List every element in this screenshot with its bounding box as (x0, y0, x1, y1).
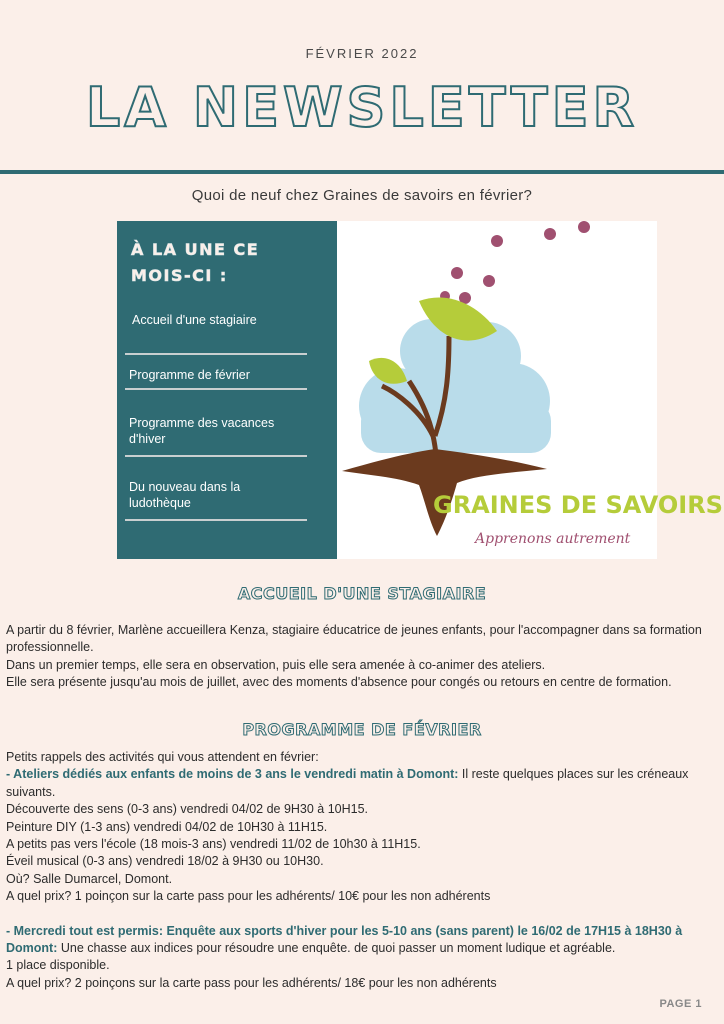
paragraph: Elle sera présente jusqu'au mois de juillet, avec des moments d'absence pour congés ou retours en centre de formation. (6, 675, 672, 690)
sidebar-divider (125, 388, 307, 390)
sidebar-item-programme-fevrier[interactable]: Programme de février (129, 368, 250, 382)
sidebar-item-ludotheque[interactable]: Du nouveau dans la ludothèque (129, 480, 241, 510)
feature-block (117, 221, 723, 559)
newsletter-date: FÉVRIER 2022 (305, 46, 419, 61)
sidebar-item-accueil[interactable]: Accueil d'une stagiaire (132, 313, 257, 327)
paragraph: A partir du 8 février, Marlène accueillera Kenza, stagiaire éducatrice de jeunes enfants, pour l'accompagner dans sa formation professionnelle. (6, 623, 702, 655)
spacer (6, 906, 706, 923)
activity-mercredi (6, 923, 706, 958)
section-programme-body (6, 749, 706, 992)
sidebar-heading (131, 237, 321, 289)
logo-tagline: Apprenons autrement (475, 531, 631, 547)
list-line: 1 place disponible. (6, 958, 110, 973)
list-line: Découverte des sens (0-3 ans) vendredi 04/02 de 9H30 à 10H15. (6, 802, 369, 817)
cloud-shape (359, 319, 551, 453)
activity-mercredi-heading: - Mercredi tout est permis: Enquête aux sports d'hiver pour les 5-10 ans (sans parent) le 16/02 de 17H15 à 18H30 à Domont: (6, 923, 683, 956)
activity-ateliers-text: Il reste quelques places sur les créneaux suivants. (6, 767, 689, 799)
sidebar-divider (125, 519, 307, 521)
sidebar-divider (125, 455, 307, 457)
list-line: A quel prix? 2 poinçons sur la carte pass pour les adhérents/ 18€ pour les non adhérents (6, 975, 497, 990)
paragraph: Dans un premier temps, elle sera en observation, puis elle sera amenée à co-animer des ateliers. (6, 657, 546, 672)
section-title-accueil: ACCUEIL D'UNE STAGIAIRE (237, 584, 487, 603)
section-title-programme: PROGRAMME DE FÉVRIER (242, 720, 482, 739)
sidebar-heading-line1: À LA UNE CE (131, 240, 260, 259)
graines-de-savoirs-logo (337, 221, 723, 559)
list-line: A petits pas vers l'école (18 mois-3 ans) vendredi 11/02 de 10h30 à 11H15. (6, 837, 421, 852)
list-line: Peinture DIY (1-3 ans) vendredi 04/02 de 10H30 à 11H15. (6, 819, 328, 834)
sidebar-item-programme-vacances[interactable]: Programme des vacances d'hiver (129, 416, 275, 446)
activity-ateliers (6, 766, 706, 801)
sidebar-heading-line2: MOIS-CI : (131, 266, 228, 285)
intro-text: Petits rappels des activités qui vous attendent en février: (6, 750, 319, 764)
logo-name: GRAINES DE SAVOIRS (433, 491, 723, 519)
section-accueil-body (6, 622, 706, 692)
activity-mercredi-text: Une chasse aux indices pour résoudre une enquête. de quoi passer un moment ludique et agréable. (57, 941, 616, 956)
header-divider (0, 170, 724, 174)
highlights-sidebar (117, 221, 337, 559)
newsletter-title: LA NEWSLETTER (85, 76, 639, 139)
sidebar-divider (125, 353, 307, 355)
page-number: PAGE 1 (659, 998, 702, 1010)
activity-ateliers-heading: - Ateliers dédiés aux enfants de moins de 3 ans le vendredi matin à Domont: (6, 767, 459, 782)
list-line: Où? Salle Dumarcel, Domont. (6, 871, 173, 886)
logo-illustration (337, 221, 723, 559)
newsletter-subtitle: Quoi de neuf chez Graines de savoirs en février? (191, 187, 533, 204)
list-line: A quel prix? 1 poinçon sur la carte pass pour les adhérents/ 10€ pour les non adhérents (6, 889, 491, 904)
list-line: Éveil musical (0-3 ans) vendredi 18/02 à 9H30 ou 10H30. (6, 854, 324, 869)
